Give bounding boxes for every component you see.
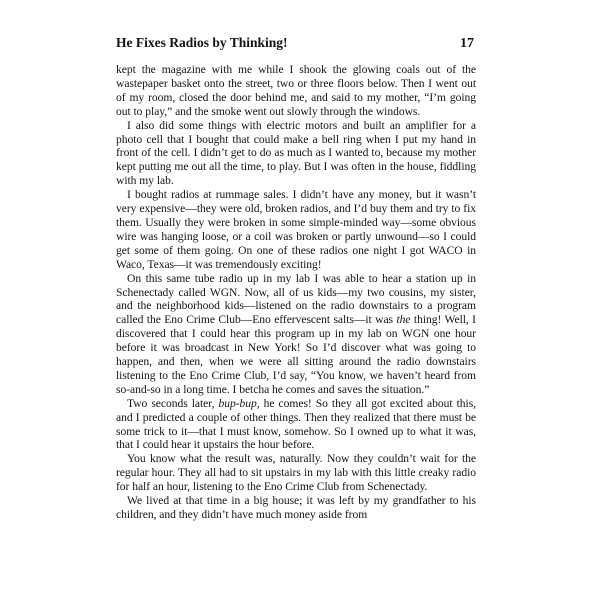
paragraph-3: I bought radios at rummage sales. I didn’t have any money, but it wasn’t very expensive—they were old, broken radios, and I’d buy them and try to fix them. Usually they were broken in some simple-minded way—some obvious wire was hanging loose, or a coil was broken or partly unwound—so I could get some of them going. On one of these radios one night I got WACO in Waco, Texas—it was tremendously exciting! xyxy=(116,188,476,271)
book-page xyxy=(116,35,476,522)
running-head xyxy=(116,35,476,57)
paragraph-4-text-b: thing! Well, I discovered that I could hear this program up in my lab on WGN one hour before it was broadcast in New York! So I’d discover what was going to happen, and then, when we were all sitting around the radio downstairs listening to the Eno Crime Club, I’d say, “You know, we haven’t heard from so-and-so in a long time. I betcha he comes and saves the situation.” xyxy=(116,313,476,396)
chapter-title: He Fixes Radios by Thinking! xyxy=(116,35,288,50)
paragraph-5-emphasis: bup-bup, xyxy=(218,396,260,410)
paragraph-7: We lived at that time in a big house; it was left by my grandfather to his children, and they didn’t have much money aside from xyxy=(116,494,476,521)
paragraph-4 xyxy=(116,272,476,397)
paragraph-5 xyxy=(116,397,476,453)
page-number: 17 xyxy=(460,36,474,51)
paragraph-4-emphasis: the xyxy=(396,313,411,327)
body-text xyxy=(116,63,476,522)
paragraph-5-text-a: Two seconds later, xyxy=(127,396,219,410)
paragraph-6: You know what the result was, naturally. Now they couldn’t wait for the regular hour. They all had to sit upstairs in my lab with this little creaky radio for half an hour, listening to the Eno Crime Club from Schenectady. xyxy=(116,452,476,494)
paragraph-5-text-b: he comes! So they all got excited about this, and I predicted a couple of other things. Then they realized that there must be some trick to it—that I must know, somehow. So I owned up to what it was, that I could hear it upstairs the hour before. xyxy=(116,396,476,452)
paragraph-1: kept the magazine with me while I shook the glowing coals out of the wastepaper basket onto the street, two or three floors below. Then I went out of my room, closed the door behind me, and said to my mother, “I’m going out to play,” and the smoke went out slowly through the windows. xyxy=(116,63,476,118)
paragraph-4-text-a: On this same tube radio up in my lab I was able to hear a station up in Schenectady called WGN. Now, all of us kids—my two cousins, my sister, and the neighborhood kids—listened on the radio downstairs to a program called the Eno Crime Club—Eno effervescent salts—it was xyxy=(116,271,476,327)
paragraph-2: I also did some things with electric motors and built an amplifier for a photo cell that I bought that could make a bell ring when I put my hand in front of the cell. I didn’t get to do as much as I wanted to, because my mother kept putting me out all the time, to play. But I was often in the house, fiddling with my lab. xyxy=(116,118,476,188)
